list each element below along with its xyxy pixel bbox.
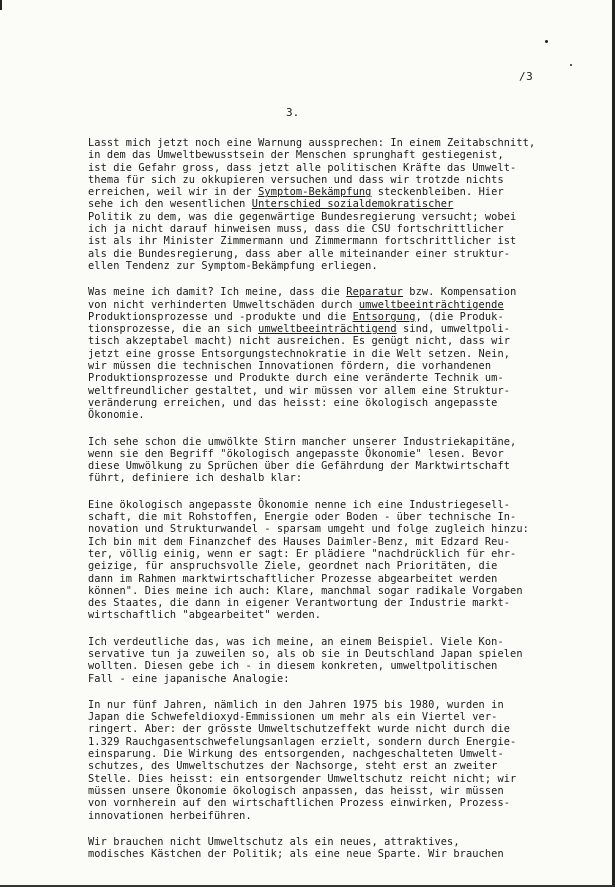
text-segment: steckenbleiben. Hier [371, 186, 504, 199]
text-segment: servative tun ja zuweilen so, als ob sie in Deutschland Japan spielen [88, 647, 523, 660]
text-line [88, 174, 593, 186]
text-segment: Lasst mich jetzt noch eine Warnung aussprechen: In einem Zeitabschnitt, [88, 137, 536, 149]
text-segment: sehe ich den wesentlichen [88, 198, 252, 211]
text-line [88, 723, 593, 735]
text-segment: tionsprozesse, die an sich [88, 323, 259, 336]
paragraph [88, 436, 593, 485]
text-line [88, 223, 593, 235]
text-segment: dann im Rahmen marktwirtschaftlicher Prozesse abgearbeitet werden [88, 572, 498, 585]
text-line [88, 260, 593, 272]
text-segment: ist als ihr Minister Zimmermann und Zimmermann fortschrittlicher ist [88, 235, 517, 248]
text-segment: thema für sich zu okkupieren versuchen und dass wir trotzde nichts [88, 173, 504, 186]
text-segment: wirtschaftlich "abgearbeitet" werden. [88, 609, 322, 622]
text-segment: modisches Kästchen der Politik; als eine neue Sparte. Wir brauchen [88, 848, 504, 861]
underlined-phrase: Entsorgung [352, 310, 416, 323]
text-segment: von nicht verhinderten Umweltschäden durch [88, 298, 359, 311]
text-line [88, 186, 593, 198]
text-segment: jetzt eine grosse Entsorgungstechnokratie in die Welt setzen. Nein, [88, 347, 511, 360]
paragraph [88, 499, 593, 622]
text-segment: Politik zu dem, was die gegenwärtige Bundesregierung versucht; wobei [88, 210, 517, 223]
text-segment: wir müssen die technischen Innovationen fördern, die vorhandenen [88, 360, 492, 373]
text-segment: können". Dies meine ich auch: Klare, manchmal sogar radikale Vorgaben [88, 584, 523, 597]
text-segment: wollten. Diesen gebe ich - in diesem konkreten, umweltpolitischen [88, 660, 498, 673]
text-segment: innovationen herbeiführen. [88, 809, 252, 822]
text-line [88, 785, 593, 797]
text-line [88, 560, 593, 572]
text-segment: geizige, für anspruchsvolle Ziele, geordnet nach Prioritäten, die [88, 560, 498, 573]
text-line [88, 773, 593, 785]
paragraph [88, 699, 593, 822]
text-line [88, 797, 593, 809]
text-line [88, 748, 593, 760]
text-segment: Japan die Schwefeldioxyd-Emmissionen um mehr als ein Viertel ver- [88, 711, 498, 724]
text-line [88, 460, 593, 472]
text-line [88, 360, 593, 372]
text-segment: Eine ökologisch angepasste Ökonomie nenne ich eine Industriegesell- [88, 498, 511, 511]
text-line [88, 511, 593, 523]
text-line [88, 573, 593, 585]
text-segment: Ökonomie. [88, 409, 145, 422]
text-segment: In nur fünf Jahren, nämlich in den Jahren 1975 bis 1980, wurden in [88, 698, 504, 711]
text-segment: ist die Gefahr gross, dass jetzt alle politischen Kräfte das Umwelt- [88, 161, 517, 174]
paragraph [88, 636, 593, 685]
text-segment: Wir brauchen nicht Umweltschutz als ein neues, attraktives, [88, 835, 460, 848]
underlined-phrase: umweltbeeinträchtigende [358, 298, 504, 311]
text-segment: des Staates, die dann in eigener Verantwortung der Industrie markt- [88, 597, 511, 610]
text-segment: führt, definiere ich deshalb klar: [88, 472, 303, 485]
text-segment: wenn sie den Begriff "ökologisch angepasste Ökonomie" lesen. Bevor [88, 447, 504, 460]
text-segment: als die Bundesregierung, dass aber alle miteinander einer struktur- [88, 247, 511, 260]
text-segment: novation und Strukturwandel - sparsam umgeht und folge zugleich hinzu: [88, 523, 529, 536]
text-line [88, 548, 593, 560]
text-line [88, 499, 593, 511]
text-segment: von vornherein auf den wirtschaftlichen Prozess einwirken, Prozess- [88, 797, 511, 810]
text-line [88, 536, 593, 548]
text-line [88, 760, 593, 772]
scan-speck [570, 64, 572, 66]
underlined-phrase: Symptom-Bekämpfung [258, 186, 372, 199]
text-line [88, 409, 593, 421]
text-line [88, 299, 593, 311]
text-line [88, 385, 593, 397]
text-line [88, 198, 593, 210]
text-line [88, 810, 593, 822]
text-segment: veränderung erreichen, und das heisst: eine ökologisch angepasste [88, 396, 498, 409]
text-line [88, 673, 593, 685]
text-line [88, 162, 593, 174]
text-segment: Ich sehe schon die umwölkte Stirn mancher unserer Industriekapitäne, [88, 435, 517, 448]
text-segment: , (die Produk- [415, 310, 504, 323]
text-segment: ringert. Aber: der grösste Umweltschutzeffekt wurde nicht durch die [88, 723, 511, 736]
text-line [88, 323, 593, 335]
text-line [88, 636, 593, 648]
text-segment: in dem das Umweltbewusstsein der Menschen sprunghaft gestiegenist, [88, 149, 504, 162]
text-line [88, 597, 593, 609]
text-line [88, 137, 593, 149]
text-line [88, 585, 593, 597]
underlined-phrase: Unterschied sozialdemokratischer [251, 198, 454, 211]
text-line [88, 286, 593, 298]
text-line [88, 335, 593, 347]
text-segment: Produktionsprozesse und Produkte durch eine veränderte Technik um- [88, 372, 504, 385]
text-line [88, 248, 593, 260]
page-number: 3. [286, 106, 300, 119]
text-line [88, 609, 593, 621]
text-line [88, 448, 593, 460]
scan-edge-mark [0, 0, 2, 10]
text-line [88, 736, 593, 748]
paragraph [88, 286, 593, 421]
text-segment: Produktionsprozesse und -produkte und die [88, 310, 353, 323]
text-segment: schutzes, des Umweltschutzes der Nachsorge, steht erst an zweiter [88, 760, 498, 773]
text-segment: einsparung. Die Wirkung des entsorgenden, nachgeschalteten Umwelt- [88, 748, 504, 761]
text-segment: ter, völlig einig, wenn er sagt: Er plädiere "nachdrücklich für ehr- [88, 547, 517, 560]
text-segment: diese Umwölkung zu Sprüchen über die Gefährdung der Marktwirtschaft [88, 460, 511, 473]
text-segment: ellen Tendenz zur Symptom-Bekämpfung erliegen. [88, 259, 378, 272]
text-line [88, 848, 593, 860]
text-line [88, 836, 593, 848]
text-line [88, 397, 593, 409]
scan-speck [545, 40, 548, 43]
text-segment: müssen unsere Ökonomie ökologisch anpassen, das heisst, wir müssen [88, 784, 504, 797]
text-segment: sind, umweltpoli- [396, 323, 511, 336]
text-segment: bzw. Kompensation [402, 286, 517, 299]
text-line [88, 699, 593, 711]
paragraph [88, 137, 593, 272]
text-line [88, 711, 593, 723]
text-line [88, 348, 593, 360]
text-line [88, 523, 593, 535]
text-segment: Ich bin mit dem Finanzchef des Hauses Daimler-Benz, mit Edzard Reu- [88, 535, 511, 548]
text-segment: tisch akzeptabel macht) nicht ausreichen. Es genügt nicht, dass wir [88, 335, 511, 348]
page-reference: /3 [519, 70, 534, 83]
text-segment: erreichen, weil wir in der [88, 186, 259, 199]
text-segment: Was meine ich damit? Ich meine, dass die [88, 286, 347, 299]
paragraph [88, 836, 593, 861]
text-segment: Fall - eine japanische Analogie: [88, 672, 290, 685]
text-segment: 1.329 Rauchgasentschwefelungsanlagen erzielt, sondern durch Energie- [88, 735, 517, 748]
text-line [88, 311, 593, 323]
text-segment: ich ja nicht darauf hinweisen muss, dass die CSU fortschrittlicher [88, 223, 504, 236]
letter-body [88, 137, 593, 874]
text-segment: weltfreundlicher gestaltet, und wir müssen vor allem eine Struktur- [88, 384, 511, 397]
underlined-phrase: Reparatur [346, 286, 403, 299]
text-line [88, 660, 593, 672]
underlined-phrase: umweltbeeinträchtigend [258, 323, 397, 336]
text-line [88, 648, 593, 660]
text-segment: Stelle. Dies heisst: ein entsorgender Umweltschutz reicht nicht; wir [88, 772, 517, 785]
text-line [88, 472, 593, 484]
text-line [88, 211, 593, 223]
text-line [88, 436, 593, 448]
text-line [88, 372, 593, 384]
text-segment: Ich verdeutliche das, was ich meine, an einem Beispiel. Viele Kon- [88, 635, 504, 648]
text-line [88, 149, 593, 161]
text-segment: schaft, die mit Rohstoffen, Energie oder Boden - über technische In- [88, 511, 517, 524]
text-line [88, 235, 593, 247]
